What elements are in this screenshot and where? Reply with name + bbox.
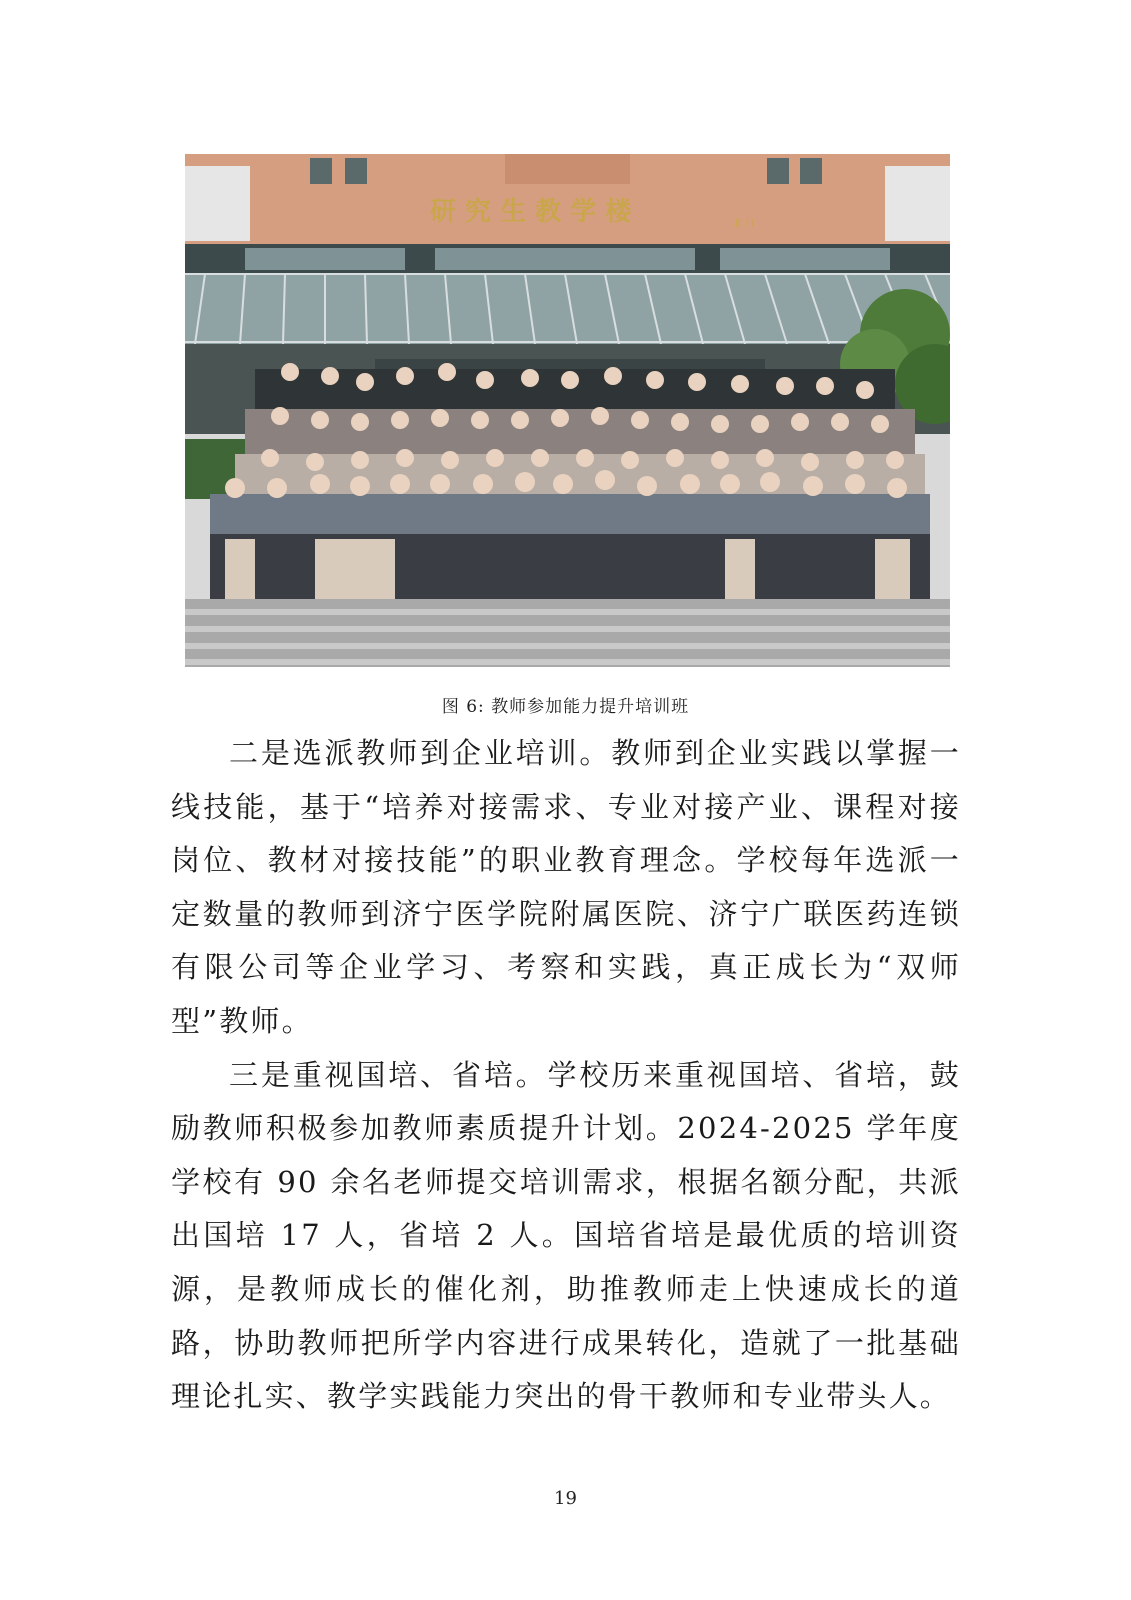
- paragraph-national-provincial-training: 三是重视国培、省培。学校历来重视国培、省培，鼓励教师积极参加教师素质提升计划。2024-2025 学年度学校有 90 余名老师提交培训需求，根据名额分配，共派出国培 17 人，省培 2 人。国培省培是最优质的培训资源，是教师成长的催化剂，助推教师走上快速成长的道路，协助教师把所学内容进行成果转化，造就了一批基础理论扎实、教学实践能力突出的骨干教师和专业带头人。: [171, 1057, 961, 1414]
- paragraph-enterprise-training: 二是选派教师到企业培训。教师到企业实践以掌握一线技能，基于“培养对接需求、专业对接产业、课程对接岗位、教材对接技能”的职业教育理念。学校每年选派一定数量的教师到济宁医学院附属医院、济宁广联医药连锁有限公司等企业学习、考察和实践，真正成长为“双师型”教师。: [171, 736, 961, 1038]
- body-text: [171, 727, 961, 1424]
- crowd: [210, 363, 930, 604]
- group-photo-illustration: [185, 154, 950, 667]
- group-photo: [185, 154, 950, 667]
- page-number: 19: [554, 1488, 577, 1509]
- building-sign-subtext: 北 门: [733, 219, 754, 229]
- figure-caption: 图 6: 教师参加能力提升培训班: [441, 697, 690, 717]
- building-sign-text: 研 究 生 教 学 楼: [430, 197, 632, 227]
